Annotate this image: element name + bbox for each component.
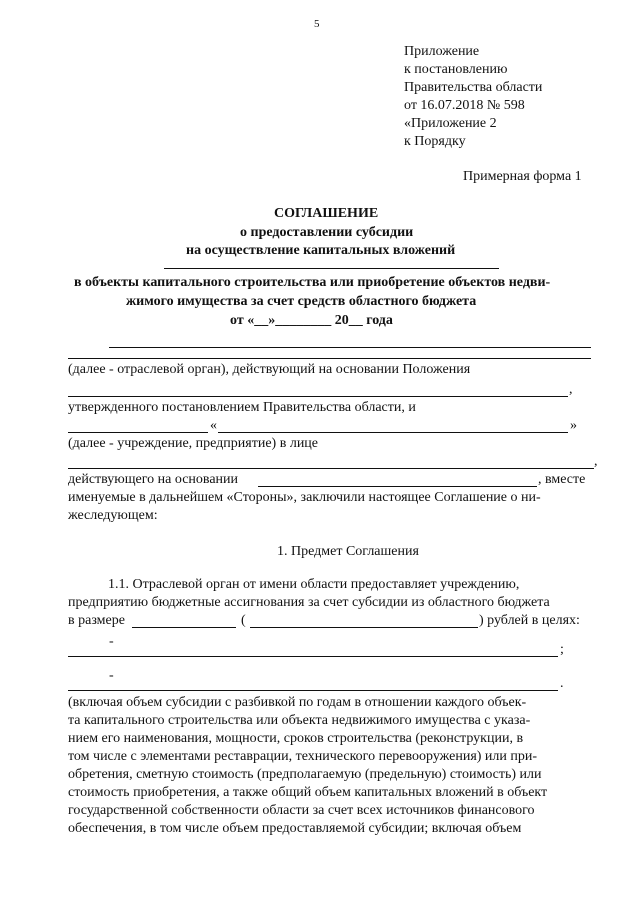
blank-line [258, 486, 537, 487]
party-text: утвержденного постановлением Правительства области, и [68, 400, 416, 415]
section-heading: 1. Предмет Соглашения [277, 544, 419, 559]
blank-line [68, 656, 558, 657]
list-dash: - [109, 634, 114, 649]
blank-line [132, 627, 236, 628]
page-number: 5 [314, 18, 320, 30]
title-line: в объекты капитального строительства или приобретение объектов недви- [74, 275, 551, 290]
party-text: « [210, 418, 217, 433]
appendix-line: к Порядку [404, 134, 466, 149]
title-line: жимого имущества за счет средств областного бюджета [126, 294, 477, 309]
agreement-date: от «__»________ 20__ года [230, 313, 393, 328]
party-text: действующего на основании [68, 472, 239, 487]
paragraph-line: нием его наименования, мощности, сроков строительства (реконструкции, в [68, 731, 524, 746]
paragraph-line: том числе с элементами реставрации, технического перевооружения) или при- [68, 749, 538, 764]
section-text: в размере [68, 613, 125, 628]
party-text: , вместе [538, 472, 586, 487]
appendix-line: «Приложение 2 [404, 116, 497, 131]
paragraph-line: обретения, сметную стоимость (предполагаемую (предельную) стоимость) или [68, 767, 542, 782]
blank-line [109, 347, 591, 348]
appendix-line: от 16.07.2018 № 598 [404, 98, 525, 113]
list-end: ; [560, 642, 564, 657]
title-subtitle: на осуществление капитальных вложений [186, 243, 456, 258]
section-text: ) рублей в целях: [479, 613, 580, 628]
paragraph-line: стоимость приобретения, а также общий объем капитальных вложений в объект [68, 785, 548, 800]
appendix-line: Приложение [404, 44, 480, 59]
party-text: » [570, 418, 577, 433]
paragraph-line: обеспечения, в том числе объем предоставляемой субсидии; включая объем [68, 821, 522, 836]
paragraph-line: та капитального строительства или объекта недвижимого имущества с указа- [68, 713, 531, 728]
title-subtitle: о предоставлении субсидии [240, 225, 414, 240]
paragraph-line: (включая объем субсидии с разбивкой по годам в отношении каждого объек- [68, 695, 527, 710]
appendix-line: к постановлению [404, 62, 508, 77]
appendix-line: Правительства области [404, 80, 543, 95]
party-text: жеследующем: [68, 508, 158, 523]
list-dash: - [109, 668, 114, 683]
blank-line [68, 690, 558, 691]
blank-line [68, 468, 594, 469]
section-text: 1.1. Отраслевой орган от имени области предоставляет учреждению, [108, 577, 520, 592]
party-text: , [594, 454, 598, 469]
title-underline [164, 268, 499, 269]
blank-line [68, 358, 591, 359]
blank-line [68, 432, 208, 433]
blank-line [218, 432, 568, 433]
document-title: СОГЛАШЕНИЕ [274, 206, 379, 221]
blank-line [250, 627, 478, 628]
party-text: именуемые в дальнейшем «Стороны», заключили настоящее Соглашение о ни- [68, 490, 541, 505]
party-text: (далее - отраслевой орган), действующий на основании Положения [68, 362, 471, 377]
section-text: предприятию бюджетные ассигнования за счет субсидии из областного бюджета [68, 595, 550, 610]
blank-line [68, 396, 568, 397]
list-end: . [560, 676, 564, 691]
party-text: , [569, 382, 573, 397]
section-text: ( [241, 613, 246, 628]
form-label: Примерная форма 1 [463, 169, 582, 184]
party-text: (далее - учреждение, предприятие) в лице [68, 436, 319, 451]
paragraph-line: государственной собственности области за счет всех источников финансового [68, 803, 535, 818]
